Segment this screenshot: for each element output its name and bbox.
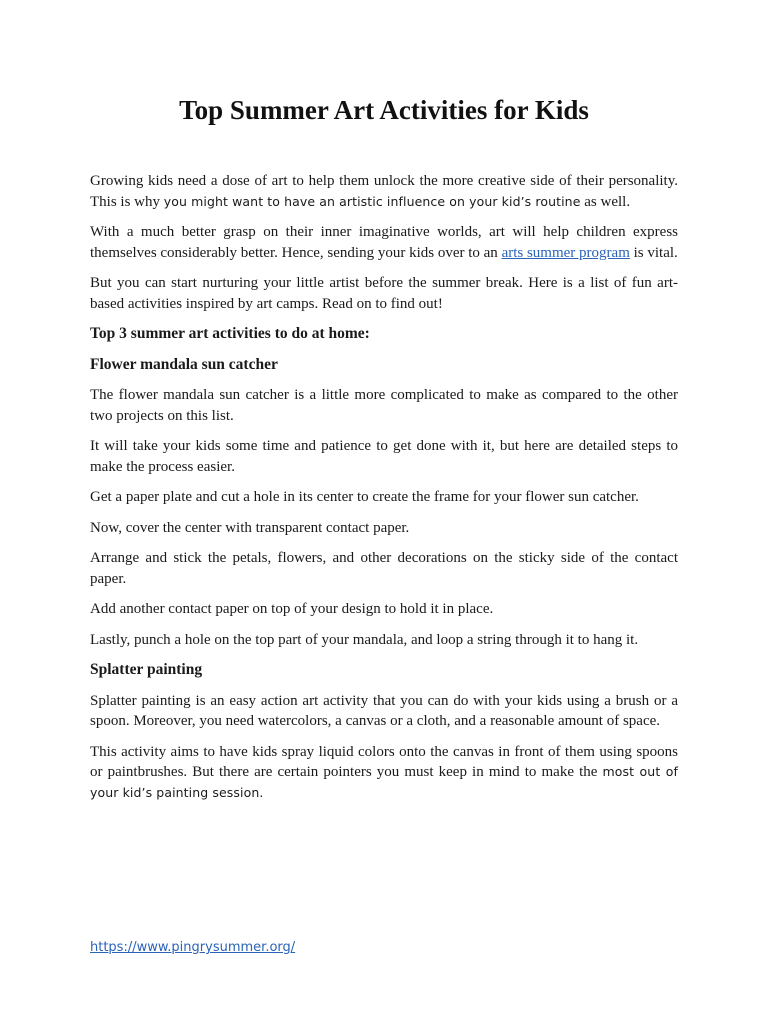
document-title: Top Summer Art Activities for Kids [179,95,589,125]
intro-p2-tail: is vital. [629,244,678,261]
mandala-paragraph-2: It will take your kids some time and patience to get done with it, but here are detailed steps to make the process easier. [90,438,678,475]
intro-p1-text: Growing kids need a dose of art to help them unlock the more creative side of their personality. This is why [90,173,678,210]
splatter-p2-text: This activity aims to have kids spray liquid colors onto the canvas in front of them using spoons or paintbrushes. But there are certain pointers you must keep in mind to make the [90,743,678,780]
intro-p1-tail: as well. [580,193,631,210]
mandala-heading: Flower mandala sun catcher [90,355,278,373]
intro-paragraph-1 [90,171,678,212]
intro-p1-sans-text: you might want to have an artistic influence on your kid’s routine [163,193,581,209]
splatter-p2-sans-text: most out of your kid’s painting session. [90,764,678,800]
mandala-step-1: Get a paper plate and cut a hole in its center to create the frame for your flower sun catcher. [90,489,639,505]
arts-summer-program-link[interactable]: arts summer program [501,244,630,261]
section-heading: Top 3 summer art activities to do at home: [90,325,370,342]
intro-paragraph-3: But you can start nurturing your little artist before the summer break. Here is a list of fun art-based activities inspired by art camps. Read on to find out! [90,275,678,312]
intro-paragraph-2 [90,222,678,263]
mandala-step-2: Now, cover the center with transparent contact paper. [90,519,410,536]
footer-url-link[interactable]: https://www.pingrysummer.org/ [90,940,296,955]
mandala-paragraph-1: The flower mandala sun catcher is a little more complicated to make as compared to the other two projects on this list. [90,387,678,424]
document-body [90,171,678,813]
splatter-heading: Splatter painting [90,661,203,678]
splatter-paragraph-2 [90,742,678,804]
intro-p2-text: With a much better grasp on their inner imaginative worlds, art will help children express themselves considerably better. Hence, sending your kids over to an [90,224,678,261]
mandala-step-5: Lastly, punch a hole on the top part of your mandala, and loop a string through it to hang it. [90,631,639,648]
mandala-step-4: Add another contact paper on top of your design to hold it in place. [90,601,494,617]
mandala-step-3: Arrange and stick the petals, flowers, and other decorations on the sticky side of the contact paper. [90,550,678,587]
splatter-paragraph-1: Splatter painting is an easy action art activity that you can do with your kids using a brush or a spoon. Moreover, you need watercolors, a canvas or a cloth, and a reasonable amount of space. [90,692,678,729]
